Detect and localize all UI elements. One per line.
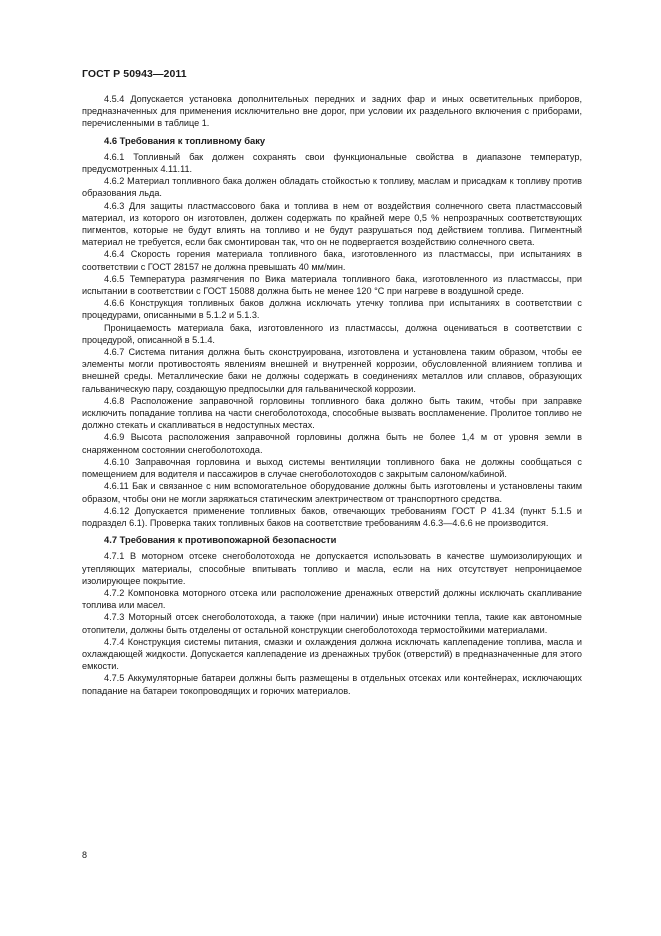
paragraph-4-6-8: 4.6.8 Расположение заправочной горловины топливного бака должно быть таким, чтобы при заправке исключить попадание топлива на части снегоболотохода, способные вызвать воспламенение. Пролитое топливо не должно стекать и скапливаться в недоступных местах. [82,395,582,431]
paragraph-4-7-2: 4.7.2 Компоновка моторного отсека или расположение дренажных отверстий должны исключать скапливание топлива или масел. [82,587,582,611]
paragraph-4-6-10: 4.6.10 Заправочная горловина и выход системы вентиляции топливного бака не должны сообщаться с помещением для водителя и пассажиров в случае снегоболотоходов с закрытым салоном/кабиной. [82,456,582,480]
paragraph-4-6-12: 4.6.12 Допускается применение топливных баков, отвечающих требованиям ГОСТ Р 41.34 (пункт 5.1.5 и подраздел 6.1). Проверка таких топливных баков на соответствие требованиям 4.6.3—4.6.6 не производится. [82,505,582,528]
paragraph-4-6-9: 4.6.9 Высота расположения заправочной горловины должна быть не более 1,4 м от уровня земли в снаряженном состоянии снегоболотохода. [82,432,582,455]
paragraph-4-5-4: 4.5.4 Допускается установка дополнительных передних и задних фар и иных осветительных приборов, предназначенных для применения исключительно вне дорог, при условии их раздельного включения с приборами, перечисленными в таблице 1. [82,94,582,129]
paragraph-4-6-7: 4.6.7 Система питания должна быть сконструирована, изготовлена и установлена таким образом, чтобы ее элементы могли противостоять явлениям внешней и внутренней коррозии, обусловленной влиянием топлива и внешней среды. Металлические баки не должны содержать в соединениях металлов или сплавов, образующих гальваническую пару, создающую предпосылки для гальванической коррозии. [82,347,582,394]
paragraph-4-6-4: 4.6.4 Скорость горения материала топливного бака, изготовленного из пластмассы, при испытаниях в соответствии с ГОСТ 28157 не должна превышать 40 мм/мин. [82,249,582,272]
paragraph-4-7-4: 4.7.4 Конструкция системы питания, смазки и охлаждения должна исключать каплепадение топлива, масла и охлаждающей жидкости. Допускается каплепадение из дренажных трубок (отверстий) в предназначенные для этого емкости. [82,636,582,672]
paragraph-permeability: Проницаемость материала бака, изготовленного из пластмассы, должна оцениваться в соответствии с процедурой, описанной в 5.1.4. [82,322,582,345]
paragraph-4-7-3: 4.7.3 Моторный отсек снегоболотохода, а также (при наличии) иные источники тепла, такие как автономные отопители, должны быть отделены от остальной конструкции снегоболотохода термостойкими материалами. [82,612,582,635]
paragraph-4-6-11: 4.6.11 Бак и связанное с ним вспомогательное оборудование должны быть изготовлены и установлены таким образом, чтобы они не могли заряжаться статическим электричеством от транспортного средства. [82,481,582,504]
paragraph-4-7-1: 4.7.1 В моторном отсеке снегоболотохода не допускается использовать в качестве шумоизолирующих и утепляющих материалы, способные впитывать топливо и масла, если на них отсутствует непроницаемое изолирующее покрытие. [82,551,582,586]
paragraph-4-6-5: 4.6.5 Температура размягчения по Вика материала топливного бака, изготовленного из пластмассы, при испытании в соответствии с ГОСТ 15088 должна быть не менее 120 °С при нагреве в воздушной среде. [82,273,582,297]
page-number: 8 [82,850,88,860]
paragraph-4-6-6: 4.6.6 Конструкция топливных баков должна исключать утечку топлива при испытаниях в соответствии с процедурами, описанными в 5.1.2 и 5.1.3. [82,298,582,321]
section-heading-4-7: 4.7 Требования к противопожарной безопасности [104,534,337,546]
paragraph-4-6-1: 4.6.1 Топливный бак должен сохранять свои функциональные свойства в диапазоне температур, предусмотренных 4.11.11. [82,151,582,175]
section-heading-4-6: 4.6 Требования к топливному баку [104,134,266,146]
paragraph-4-7-5: 4.7.5 Аккумуляторные батареи должны быть размещены в отдельных отсеках или контейнерах, исключающих попадание на батареи токопроводящих и горючих материалов. [82,673,582,696]
paragraph-4-6-3: 4.6.3 Для защиты пластмассового бака и топлива в нем от воздействия солнечного света пластмассовый материал, из которого он изготовлен, должен содержать по крайней мере 0,5 % непрозрачных соответствующих пигментов, которые не будут влиять на топливо и не будут разрушаться под действием топлива. Пигментный материал не требуется, если бак смонтирован так, что он не подвергается воздействию солнечного света. [82,200,582,248]
paragraph-4-6-2: 4.6.2 Материал топливного бака должен обладать стойкостью к топливу, маслам и присадкам к топливу против образования льда. [82,176,582,199]
document-header: ГОСТ Р 50943—2011 [82,68,187,80]
document-body [82,93,582,697]
